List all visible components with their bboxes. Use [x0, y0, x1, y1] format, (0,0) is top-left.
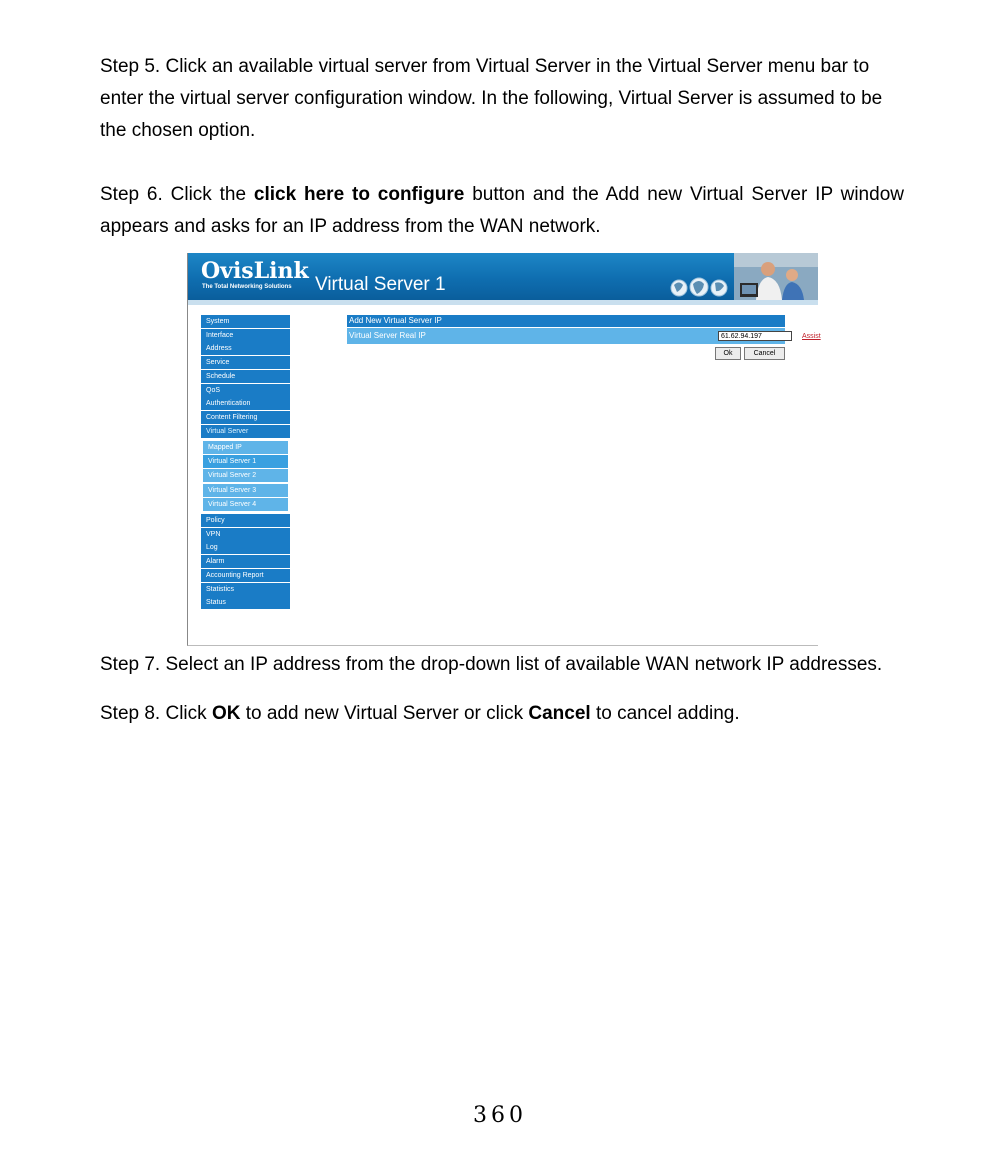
step8-text-middle: to add new Virtual Server or click [240, 703, 529, 724]
submenu-item-virtual-server-3[interactable]: Virtual Server 3 [203, 484, 288, 497]
menu-item-log[interactable]: Log [201, 541, 290, 554]
cancel-button[interactable]: Cancel [744, 347, 785, 360]
menu-item-accounting-report[interactable]: Accounting Report [201, 569, 290, 582]
menu-item-system[interactable]: System [201, 315, 290, 328]
step8-ok: OK [211, 703, 241, 724]
logo-tagline: The Total Networking Solutions [202, 284, 292, 290]
banner [188, 253, 818, 300]
step8-cancel: Cancel [528, 703, 591, 724]
real-ip-input[interactable]: 61.62.94.197 [718, 331, 792, 341]
page-number: 360 [473, 1103, 527, 1128]
step6-bold: click here to configure [253, 184, 465, 205]
page-title: Virtual Server 1 [315, 274, 446, 295]
menu-item-schedule[interactable]: Schedule [201, 370, 290, 383]
step6-text [100, 179, 904, 243]
step6-text-end: button and the Add new Virtual Server IP window appears and asks for an IP address from the WAN network. [100, 184, 904, 237]
menu-item-authentication[interactable]: Authentication [201, 397, 290, 410]
menu-item-status[interactable]: Status [201, 596, 290, 609]
menu-item-interface[interactable]: Interface [201, 329, 290, 342]
banner-stripe [188, 300, 818, 305]
menu-item-qos[interactable]: QoS [201, 384, 290, 397]
virtual-server-screenshot [187, 253, 821, 646]
ovislink-logo: OvisLink [201, 258, 309, 284]
menu-item-statistics[interactable]: Statistics [201, 583, 290, 596]
ok-button[interactable]: Ok [715, 347, 741, 360]
real-ip-label: Virtual Server Real IP [349, 331, 426, 340]
menu-item-service[interactable]: Service [201, 356, 290, 369]
menu-item-content-filtering[interactable]: Content Filtering [201, 411, 290, 424]
step8-text [100, 703, 904, 725]
assist-link[interactable]: Assist [802, 333, 821, 340]
globe-icons [670, 276, 730, 298]
submenu-item-mapped-ip[interactable]: Mapped IP [203, 441, 288, 454]
form-row [347, 328, 821, 344]
menu-item-alarm[interactable]: Alarm [201, 555, 290, 568]
menu-item-virtual-server[interactable]: Virtual Server [201, 425, 290, 438]
form-header: Add New Virtual Server IP [347, 315, 785, 327]
step6-text-start: Step 6. Click the [100, 184, 254, 205]
step5-text: Step 5. Click an available virtual server from Virtual Server in the Virtual Server menu bar to enter the virtual server configuration window. In the following, Virtual Server is assumed to be the chosen option. [100, 56, 883, 141]
step8-text-start: Step 8. Click [100, 703, 212, 724]
submenu-item-virtual-server-4[interactable]: Virtual Server 4 [203, 498, 288, 511]
menu-item-policy[interactable]: Policy [201, 514, 290, 527]
step8-text-end: to cancel adding. [590, 703, 740, 724]
people-photo [734, 253, 818, 300]
submenu-item-virtual-server-2[interactable]: Virtual Server 2 [203, 469, 288, 482]
step7-text: Step 7. Select an IP address from the drop-down list of available WAN network IP addresses. [100, 654, 883, 675]
menu-item-address[interactable]: Address [201, 342, 290, 355]
menu-item-vpn[interactable]: VPN [201, 528, 290, 541]
submenu-item-virtual-server-1[interactable]: Virtual Server 1 [203, 455, 288, 468]
